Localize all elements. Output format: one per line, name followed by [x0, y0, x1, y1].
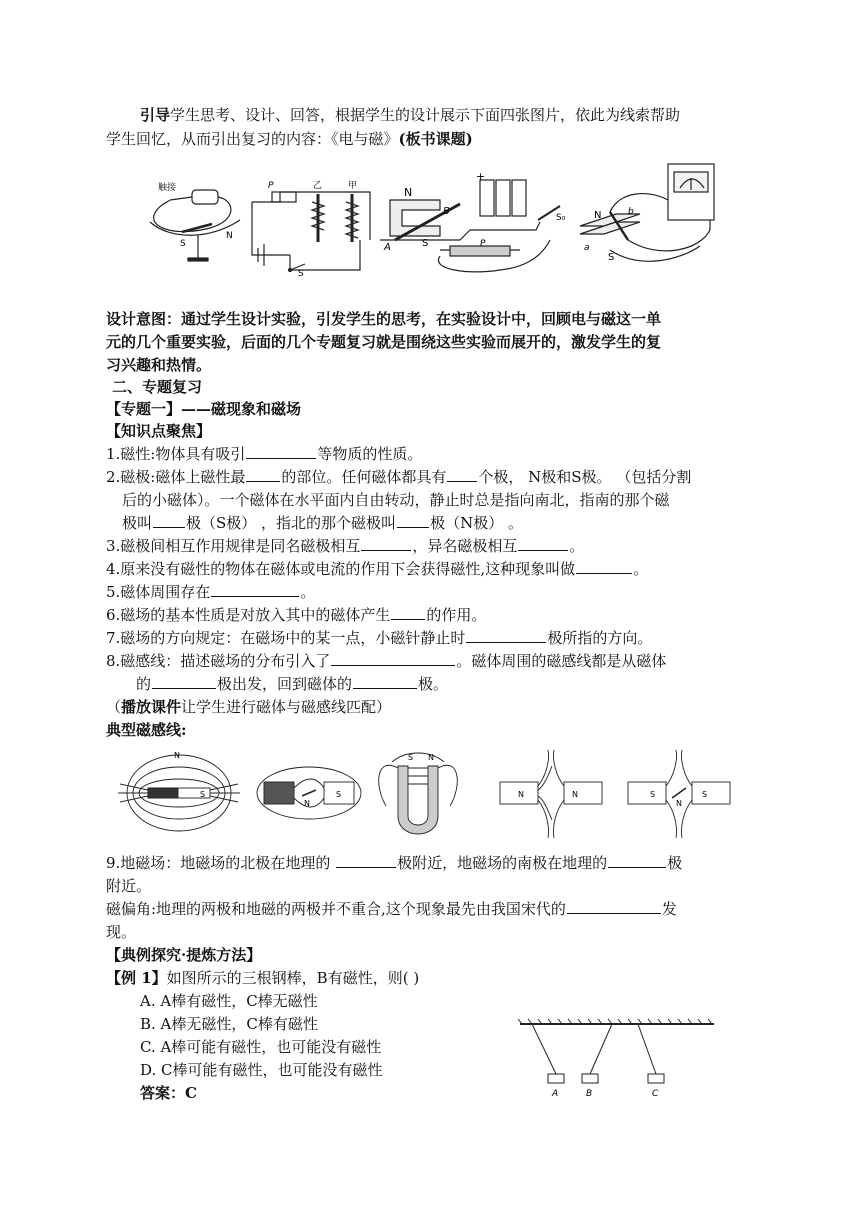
hanging-rods-figure	[518, 1018, 718, 1100]
label-s0: S₀	[556, 213, 566, 223]
item-6	[106, 604, 766, 627]
label-jia: 甲	[348, 181, 358, 191]
item-3-text-a: 3.磁极间相互作用规律是同名磁极相互	[106, 537, 361, 555]
m5-n-label: N	[676, 799, 682, 808]
item-8-text-b: 。磁体周围的磁感线都是从磁体	[456, 652, 667, 670]
item-7	[106, 627, 766, 650]
item-9-text-a: 9.地磁场：地磁场的北极在地理的	[106, 854, 336, 872]
option-a: A. A棒有磁性，C棒无磁性	[140, 992, 318, 1010]
blank	[361, 535, 411, 551]
magnet-and-needle-field	[257, 767, 361, 819]
rod-b-label: B	[586, 1089, 593, 1099]
item-3-text-b: ，异名磁极相互	[412, 537, 518, 555]
courseware-rest: 让学生进行磁体与磁感线匹配）	[181, 698, 392, 716]
blank	[246, 443, 316, 459]
field-lines-figure	[116, 746, 736, 842]
focus-heading: 【知识点聚焦】	[106, 422, 212, 440]
ceiling	[518, 1019, 714, 1024]
label-oersted-s: S	[180, 239, 186, 249]
blank	[152, 673, 216, 689]
intro-text-1: 学生思考、设计、回答，根据学生的设计展示下面四张图片，依此为线索帮助	[170, 106, 681, 124]
blank	[608, 852, 666, 868]
item-1-text-b: 等物质的性质。	[317, 445, 423, 463]
rod-a	[548, 1074, 564, 1083]
option-d: D. C棒可能有磁性，也可能没有磁性	[140, 1061, 383, 1079]
typical-field-lines-heading: 典型磁感线:	[106, 721, 187, 739]
item-9-text-c: 极	[667, 854, 683, 872]
label-magnet-s: S	[422, 238, 429, 249]
design-line-3: 习兴趣和热情。	[106, 356, 212, 374]
m3-n-label: N	[428, 753, 434, 762]
bar-magnet-field	[118, 755, 240, 831]
item-1	[106, 443, 766, 466]
item-8-cont	[136, 673, 796, 696]
blank	[466, 627, 546, 643]
blank	[331, 650, 455, 666]
item-7-text-a: 7.磁场的方向规定：在磁场中的某一点，小磁针静止时	[106, 629, 466, 647]
m3-s-label: S	[408, 753, 414, 762]
blank	[397, 512, 429, 528]
label-switch-s: S	[298, 269, 304, 279]
item-8-text-e: 极。	[418, 675, 449, 693]
example-heading: 【典例探究·提炼方法】	[106, 946, 262, 964]
item-2-text-c: 个极， N极和S极。 （包括分割	[478, 468, 692, 486]
example-1-answer: 答案：C	[140, 1084, 197, 1102]
item-3-text-c: 。	[569, 537, 585, 555]
label-ind-s: S	[608, 252, 615, 263]
label-p: P	[268, 181, 274, 191]
blank	[336, 852, 396, 868]
experiments-figure	[140, 160, 720, 280]
label-chujie: 触接	[158, 183, 177, 193]
item-8	[106, 650, 766, 673]
label-plus: +	[476, 170, 486, 183]
section-heading: 二、专题复习	[112, 378, 203, 396]
blank	[391, 604, 425, 620]
design-line-2: 元的几个重要实验，后面的几个专题复习就是围绕这些实验而展开的，激发学生的复	[106, 333, 662, 351]
item-4	[106, 558, 766, 581]
declination-text-b: 发	[661, 900, 677, 918]
oersted-experiment	[150, 190, 240, 261]
intro-line-1	[140, 104, 800, 127]
blank	[518, 535, 568, 551]
m1-s-label: S	[200, 790, 206, 799]
m4-n1-label: N	[518, 790, 524, 799]
example-1-tag: 【例 1】	[106, 969, 167, 987]
intro-line-2	[106, 128, 766, 151]
courseware-note	[106, 696, 766, 719]
item-9-cont: 附近。	[106, 877, 152, 895]
blank	[211, 581, 299, 597]
item-3	[106, 535, 766, 558]
courseware-bold: 播放课件	[121, 698, 182, 716]
design-line-1: 设计意图：通过学生设计实验，引发学生的思考，在实验设计中，回顾电与磁这一单	[106, 310, 662, 328]
electromagnet-circuit	[252, 192, 370, 272]
m2-s-label: S	[336, 790, 342, 799]
item-6-text-b: 的作用。	[426, 606, 487, 624]
label-a: A	[384, 242, 391, 253]
label-oersted-n: N	[226, 231, 233, 241]
item-8-text-c: 的	[136, 675, 152, 693]
horseshoe-magnet-field	[379, 753, 458, 834]
intro-bold-guide: 引导	[140, 106, 171, 124]
example-1-question: 如图所示的三根钢棒，B有磁性，则( )	[166, 969, 420, 987]
blank	[447, 466, 477, 482]
declination-cont: 现。	[106, 923, 137, 941]
m2-n-label: N	[304, 799, 310, 808]
item-8-text-a: 8.磁感线：描述磁场的分布引入了	[106, 652, 331, 670]
intro-bold-title: (板书课题)	[398, 130, 473, 148]
item-5-text-a: 5.磁体周围存在	[106, 583, 211, 601]
item-2-cont-2	[122, 512, 782, 535]
rod-c	[648, 1074, 664, 1083]
item-2	[106, 466, 766, 489]
item-9-text-b: 极附近，地磁场的南极在地理的	[397, 854, 608, 872]
item-8-text-d: 极出发，回到磁体的	[217, 675, 353, 693]
blank	[567, 898, 661, 914]
like-poles-nn-field	[500, 750, 602, 838]
item-2-text-b: 的部位。任何磁体都具有	[281, 468, 447, 486]
item-1-text-a: 1.磁性:物体具有吸引	[106, 445, 246, 463]
item-2-cont: 后的小磁体）。一个磁体在水平面内自由转动，静止时总是指向南北，指南的那个磁	[122, 491, 670, 509]
topic-heading: 【专题一】——磁现象和磁场	[106, 400, 302, 418]
option-b: B. A棒无磁性，C棒有磁性	[140, 1015, 318, 1033]
courseware-open: （	[106, 698, 122, 716]
item-2-text-e: 极叫	[122, 514, 153, 532]
label-p2: P	[480, 239, 486, 249]
label-a2: a	[584, 243, 590, 253]
item-7-text-b: 极所指的方向。	[547, 629, 653, 647]
item-9	[106, 852, 766, 875]
m5-s1-label: S	[650, 790, 656, 799]
m4-n2-label: N	[572, 790, 578, 799]
option-c: C. A棒可能有磁性，也可能没有磁性	[140, 1038, 382, 1056]
item-4-text-b: 。	[633, 560, 649, 578]
like-poles-ss-field	[628, 750, 730, 838]
blank	[353, 673, 417, 689]
declination	[106, 898, 766, 921]
example-1-stem	[106, 967, 766, 990]
blank	[576, 558, 632, 574]
m5-s2-label: S	[702, 790, 708, 799]
label-b2: b	[628, 207, 634, 217]
label-b: B	[443, 206, 450, 217]
item-4-text-a: 4.原来没有磁性的物体在磁体或电流的作用下会获得磁性,这种现象叫做	[106, 560, 576, 578]
item-2-text-g: 极（N极） 。	[430, 514, 523, 532]
strings	[532, 1024, 656, 1074]
label-yi: 乙	[313, 181, 323, 191]
label-magnet-n: N	[404, 186, 413, 199]
item-6-text-a: 6.磁场的基本性质是对放入其中的磁体产生	[106, 606, 391, 624]
item-2-text-a: 2.磁极:磁体上磁性最	[106, 468, 246, 486]
item-5-text-b: 。	[300, 583, 316, 601]
rod-c-label: C	[652, 1089, 659, 1099]
declination-text-a: 磁偏角:地理的两极和地磁的两极并不重合,这个现象最先由我国宋代的	[106, 900, 566, 918]
intro-text-2: 学生回忆，从而引出复习的内容：《电与磁》	[106, 130, 399, 148]
item-2-text-f: 极（S极） ，指北的那个磁极叫	[186, 514, 397, 532]
rod-a-label: A	[552, 1089, 559, 1099]
rod-b	[582, 1074, 598, 1083]
item-5	[106, 581, 766, 604]
blank	[153, 512, 185, 528]
label-ind-n: N	[594, 210, 602, 221]
m1-n-label: N	[174, 751, 180, 760]
blank	[246, 466, 280, 482]
